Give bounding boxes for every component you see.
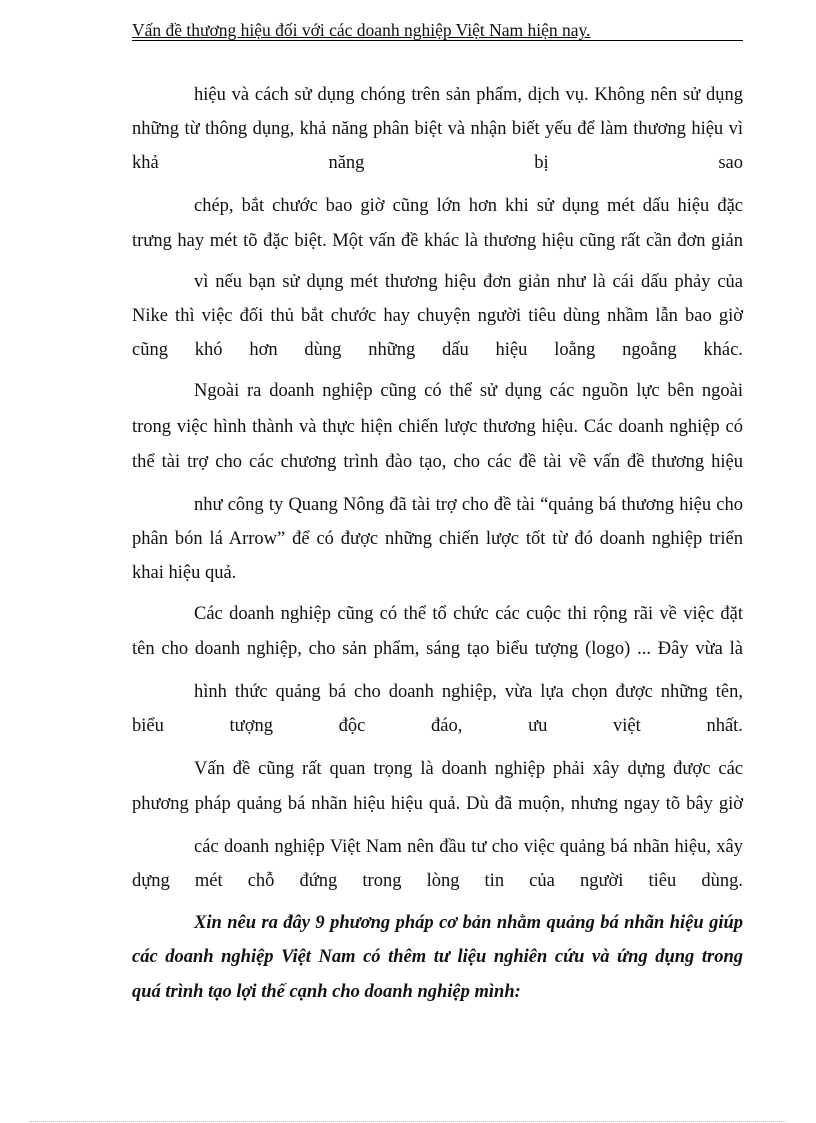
word: đáo, [431,716,463,736]
word: dùng. [701,871,743,891]
text-line: Ngoài ra doanh nghiệp cũng có thể sử dụng các nguồn lực bên ngoài [194,381,743,401]
text-line: hiệu và cách sử dụng chóng trên sản phẩm, dịch vụ. Không nên sử dụng [194,85,743,105]
word: nhất. [706,716,743,736]
word: tượng [229,716,273,736]
text-line: tên cho doanh nghiệp, cho sản phẩm, sáng tạo biểu tượng (logo) ... Đây vừa là [132,639,743,659]
word: tin [484,871,505,891]
text-line-spread [132,152,743,174]
word: dùng [304,340,342,360]
text-line: phân bón lá Arrow” để có được những chiến lược tốt từ đó doanh nghiệp triển [132,529,743,549]
word: loằng [554,340,596,360]
word: hiệu [495,340,528,360]
word: biểu [132,716,164,736]
word: lòng [426,871,460,891]
text-line: Vấn đề cũng rất quan trọng là doanh nghiệp phải xây dựng được các [194,759,743,779]
word: trong [362,871,402,891]
text-line: Nike thì việc đối thủ bắt chước hay chuyện người tiêu dùng nhầm lẫn bao giờ [132,306,743,326]
text-line-spread [132,339,743,361]
word: của [529,871,555,891]
text-line: Các doanh nghiệp cũng có thể tổ chức các cuộc thi rộng rãi về việc đặt [194,604,743,624]
word: khó [194,340,223,360]
text-line: thể tài trợ cho các chương trình đào tạo, cho các đề tài về vấn đề thương hiệu [132,452,743,472]
word: bị [534,153,549,173]
text-line: những từ thông dụng, khả năng phân biệt và nhận biết yếu để làm thương hiệu vì [132,119,743,139]
text-line: các doanh nghiệp Việt Nam nên đầu tư cho việc quảng bá nhãn hiệu, xây [194,837,743,857]
text-line: khai hiệu quả. [132,563,237,583]
word: khả [132,153,159,173]
word: người [579,871,624,891]
text-line-spread [132,870,743,892]
word: đứng [299,871,338,891]
word: chỗ [247,871,275,891]
text-line: trong việc hình thành và thực hiện chiến lược thương hiệu. Các doanh nghiệp có [132,417,743,437]
word: cũng [132,340,168,360]
emphasis-line: quá trình tạo lợi thế cạnh cho doanh nghiệp mình: [132,982,521,1002]
text-line: như công ty Quang Nông đã tài trợ cho đề tài “quảng bá thương hiệu cho [194,495,743,515]
word: dựng [132,871,170,891]
word: hơn [249,340,278,360]
word: dấu [442,340,469,360]
page-header-title: Vấn đề thương hiệu đối với các doanh nghiệp Việt Nam hiện nay. [132,20,743,41]
word: ngoằng [622,340,677,360]
page-bottom-divider [30,1121,786,1122]
word: tiêu [648,871,677,891]
word: khác. [703,340,743,360]
emphasis-line: Xin nêu ra đây 9 phương pháp cơ bản nhằm quảng bá nhãn hiệu giúp [194,913,743,933]
word: sao [718,153,743,173]
word: việt [613,716,641,736]
text-line: vì nếu bạn sử dụng mét thương hiệu đơn giản như là cái dấu phảy của [194,272,743,292]
word: ưu [528,716,548,736]
emphasis-line: các doanh nghiệp Việt Nam có thêm tư liệu nghiên cứu và ứng dụng trong [132,947,743,967]
text-line-spread [132,715,743,737]
text-line: trưng hay mét tõ đặc biệt. Một vấn đề khác là thương hiệu cũng rất cần đơn giản [132,231,743,251]
word: năng [328,153,365,173]
word: mét [194,871,223,891]
text-line: chép, bắt chước bao giờ cũng lớn hơn khi sử dụng mét dấu hiệu đặc [194,196,743,216]
text-line: hình thức quảng bá cho doanh nghiệp, vừa lựa chọn được những tên, [194,682,743,702]
word: những [368,340,416,360]
word: độc [338,716,366,736]
text-line: phương pháp quảng bá nhãn hiệu hiệu quả. Dù đã muộn, nhưng ngay tõ bây giờ [132,794,743,814]
